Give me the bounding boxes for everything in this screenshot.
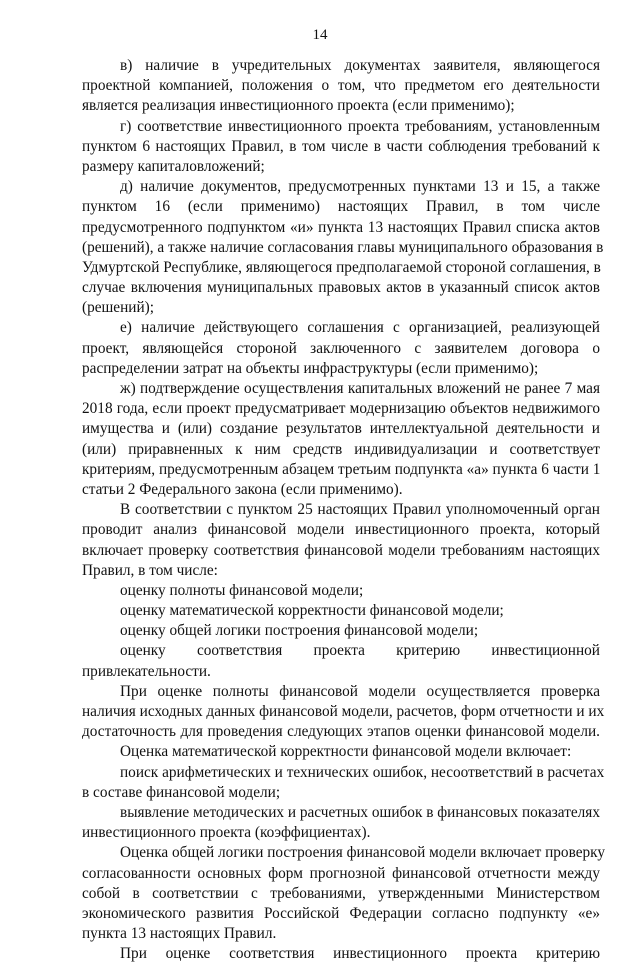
text-line: поиск арифметических и технических ошибок, несоответствий в расчетах [120,763,605,781]
paragraph-i2 [82,601,600,621]
text-line: оценку полноты финансовой модели; [120,581,364,599]
text-line: (решений), а также наличие согласования главы муниципального образования в [82,238,604,256]
text-line: Удмуртской Республике, являющегося предполагаемой стороной соглашения, в [82,258,601,276]
text-line: При оценке полноты финансовой модели осуществляется проверка [120,682,600,700]
paragraph-last [82,944,600,964]
paragraph-v [82,56,600,117]
document-body [82,56,606,964]
paragraph-e [82,318,600,379]
text-line: д) наличие документов, предусмотренных пунктами 13 и 15, а также [120,178,600,196]
text-line: выявление методических и расчетных ошибок в финансовых показателях [120,803,600,821]
text-line: ж) подтверждение осуществления капитальных вложений не ранее 7 мая [120,380,600,397]
text-line: пунктом 6 настоящих Правил, в том числе в части соблюдения требований к [82,137,600,155]
paragraph-i1 [82,581,600,601]
text-line: привлекательности. [82,662,211,680]
paragraph-search [82,763,605,803]
text-line: проводит анализ финансовой модели инвестиционного проекта, который [82,521,600,539]
text-line: распределении затрат на объекты инфраструктуры (если применимо); [82,359,539,377]
text-line: При оценке соответствия инвестиционного проекта критерию [120,945,600,963]
paragraph-d [82,177,604,318]
text-line: В соответствии с пунктом 25 настоящих Правил уполномоченный орган [120,501,600,519]
text-line: согласованности основных форм прогнозной финансовой отчетности между [82,864,600,882]
paragraph-p25 [82,500,600,581]
text-line: е) наличие действующего соглашения с организацией, реализующей [120,319,600,337]
text-line: пунктом 16 (если применимо) настоящих Правил, в том числе [82,198,600,216]
text-line: Правил, в том числе: [82,561,218,579]
text-line: г) соответствие инвестиционного проекта требованиям, установленным [120,117,600,135]
text-line: (решений); [82,299,155,317]
text-line: проект, являющейся стороной заключенного с заявителем договора о [82,339,600,357]
text-line: Оценка математической корректности финансовой модели включает: [120,743,572,761]
text-line: случае включения муниципальных правовых актов в указанный список актов [82,279,600,297]
page-number: 14 [312,27,328,43]
paragraph-i4 [82,641,600,681]
text-line: оценку соответствия проекта критерию инвестиционной [120,642,600,660]
paragraph-g [82,117,600,178]
paragraph-detect [82,803,600,843]
text-line: статьи 2 Федерального закона (если применимо). [82,480,403,498]
paragraph-math [82,742,600,762]
paragraph-logic [82,843,606,944]
paragraph-i3 [82,621,600,641]
text-line: в составе финансовой модели; [82,783,281,801]
text-line: оценку общей логики построения финансовой модели; [120,622,479,640]
text-line: является реализация инвестиционного проекта (если применимо); [82,97,515,115]
text-line: пункта 13 настоящих Правил. [82,925,277,943]
text-line: собой в соответствии с требованиями, утвержденными Министерством [82,884,600,902]
text-line: оценку математической корректности финансовой модели; [120,602,504,620]
text-line: экономического развития Российской Федерации согласно подпункту «е» [82,904,600,922]
text-line: включает проверку соответствия финансовой модели требованиям настоящих [82,541,600,559]
paragraph-full [82,682,605,743]
text-line: 2018 года, если проект предусматривает модернизацию объектов недвижимого [82,400,600,418]
text-line: проектной компанией, положения о том, что предметом его деятельности [82,77,600,95]
text-line: в) наличие в учредительных документах заявителя, являющегося [120,57,600,74]
paragraph-zh [82,379,600,500]
text-line: имущества и (или) создание результатов интеллектуальной деятельности и [82,420,600,438]
text-line: размеру капиталовложений; [82,157,265,175]
text-line: (или) приравненных к ним средств индивидуализации и соответствует [82,440,600,458]
text-line: предусмотренного подпунктом «и» пункта 13 настоящих Правил списка актов [82,218,600,236]
text-line: наличия исходных данных финансовой модели, расчетов, форм отчетности и их [82,703,605,720]
text-line: достаточность для проведения следующих этапов оценки финансовой модели. [82,723,600,741]
text-line: Оценка общей логики построения финансовой модели включает проверку [120,844,606,862]
text-line: критериям, предусмотренным абзацем третьим подпункта «а» пункта 6 части 1 [82,460,601,478]
text-line: инвестиционного проекта (коэффициентах). [82,824,371,842]
